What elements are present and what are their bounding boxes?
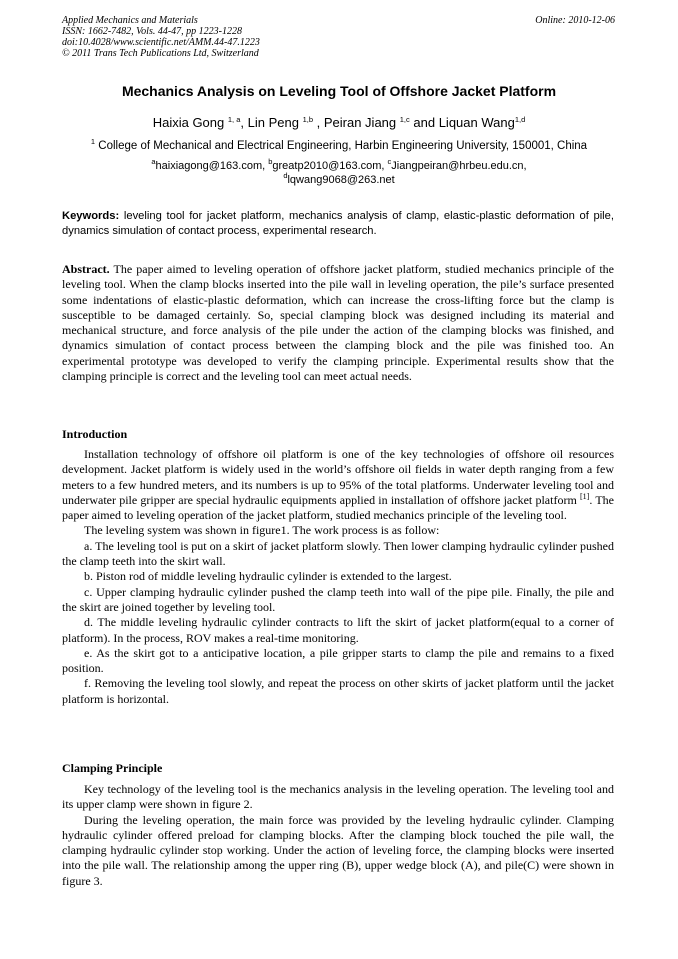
abstract — [62, 262, 614, 384]
author-list — [0, 114, 678, 132]
abstract-text: The paper aimed to leveling operation of offshore jacket platform, studied mechanics principle of the leveling tool. When the clamp blocks inserted into the pile wall in leveling operation, the pile’s surface presented some indentations of elastic-plastic deformation, which can increase the cross-lifting force but the clamp is susceptible to be damaged certainly. So, special clamping block was designed including its material and mechanical structure, and force analysis of the pile under the action of the clamping blocks was finished, and dynamics simulation of contact process between the clamping block and the pile was finished too. An experimental prototype was developed to verify the clamping principle. Experimental results show that the clamping principle is correct and the leveling tool can meet actual needs. — [62, 262, 614, 384]
clamping-principle-section — [62, 782, 614, 889]
paragraph: f. Removing the leveling tool slowly, and repeat the process on other skirts of jacket platform until the jacket platform is horizontal. — [62, 676, 614, 706]
affiliation — [0, 138, 678, 154]
paragraph: b. Piston rod of middle leveling hydraulic cylinder is extended to the largest. — [84, 569, 452, 584]
author-separator: and — [409, 115, 439, 130]
author-separator: , — [313, 115, 324, 130]
online-date: Online: 2010-12-06 — [535, 15, 615, 26]
author-name: Peiran Jiang — [323, 115, 397, 130]
paragraph: Key technology of the leveling tool is the mechanics analysis in the leveling operation. The leveling tool and its upper clamp were shown in figure 2. — [62, 782, 614, 812]
introduction-heading: Introduction — [62, 427, 128, 441]
paragraph: a. The leveling tool is put on a skirt of jacket platform slowly. Then lower clamping hydraulic cylinder pushed the clamp teeth into the skirt wall. — [62, 538, 614, 569]
paragraph: e. As the skirt got to a anticipative location, a pile gripper starts to clamp the pile and remains to a fixed position. — [62, 645, 614, 676]
author-affil-sup: 1,d — [514, 115, 526, 124]
keywords-label: Keywords: — [62, 210, 120, 222]
email-line — [0, 159, 678, 173]
doi-line: doi:10.4028/www.scientific.net/AMM.44-47.1223 — [62, 37, 260, 48]
email-address[interactable]: haixiagong@163.com, — [155, 160, 269, 172]
abstract-label: Abstract. — [62, 262, 110, 276]
author-name: Haixia Gong — [152, 115, 225, 130]
introduction-section — [62, 447, 614, 707]
author-affil-sup: 1, a — [227, 115, 241, 124]
author-name: Liquan Wang — [438, 115, 515, 130]
paragraph: During the leveling operation, the main force was provided by the leveling hydraulic cylinder. Clamping hydraulic cylinder offered preload for clamping blocks. After the clamping block touched the pile wall, the clamping hydraulic cylinder stop working. Under the action of leveling force, the clamping blocks were inserted into the pile wall. The relationship among the upper ring (B), upper wedge block (A), and pile(C) were shown in figure 3. — [62, 812, 614, 888]
email-sup: c — [387, 157, 392, 166]
journal-metadata — [62, 15, 260, 59]
email-list — [0, 159, 678, 187]
email-line — [0, 173, 678, 187]
clamping-principle-heading: Clamping Principle — [62, 761, 163, 775]
email-sup: a — [151, 157, 156, 166]
paragraph: d. The middle leveling hydraulic cylinder contracts to lift the skirt of jacket platform(equal to a corner of platform). In the process, ROV makes a real-time monitoring. — [62, 615, 614, 645]
journal-name: Applied Mechanics and Materials — [62, 15, 198, 26]
paragraph: c. Upper clamping hydraulic cylinder pushed the clamp teeth into wall of the pipe pile. Finally, the pile and the skirt are joined together by leveling tool. — [62, 584, 614, 614]
keywords — [62, 209, 614, 239]
affiliation-text: College of Mechanical and Electrical Engineering, Harbin Engineering University, 150001, China — [98, 140, 588, 152]
email-sup: d — [283, 171, 288, 180]
author-separator: , — [240, 115, 248, 130]
author-name: Lin Peng — [247, 115, 299, 130]
keywords-text: leveling tool for jacket platform, mechanics analysis of clamp, elastic-plastic deformation of pile, dynamics simulation of contact process, experimental research. — [62, 210, 614, 237]
paragraph — [62, 447, 614, 523]
paragraph-text: . The paper aimed to leveling operation of the jacket platform, studied mechanics principle of the leveling tool. — [62, 492, 614, 523]
email-address[interactable]: Jiangpeiran@hrbeu.edu.cn, — [391, 160, 527, 172]
author-affil-sup: 1,c — [399, 115, 410, 124]
paragraph: The leveling system was shown in figure1. The work process is as follow: — [84, 523, 440, 538]
copyright-line: © 2011 Trans Tech Publications Ltd, Switzerland — [62, 48, 259, 59]
affiliation-sup: 1 — [90, 137, 96, 146]
email-address[interactable]: greatp2010@163.com, — [272, 160, 388, 172]
author-affil-sup: 1,b — [302, 115, 314, 124]
issn-line: ISSN: 1662-7482, Vols. 44-47, pp 1223-1228 — [62, 26, 242, 37]
paragraph-text: Installation technology of offshore oil platform is one of the key technologies of offshore oil resources development. Jacket platform is widely used in the world’s offshore oil fields in water depth ranging from a few meters to a few hundred meters, and its numbers is up to 95% of the total platforms. Underwater leveling tool and underwater pile gripper are special hydraulic equipments applied in installation of offshore jacket platform — [62, 447, 614, 507]
email-address[interactable]: lqwang9068@263.net — [287, 174, 395, 186]
paper-title: Mechanics Analysis on Leveling Tool of Offshore Jacket Platform — [121, 83, 557, 99]
citation-ref[interactable]: [1] — [580, 491, 590, 501]
email-sup: b — [268, 157, 273, 166]
